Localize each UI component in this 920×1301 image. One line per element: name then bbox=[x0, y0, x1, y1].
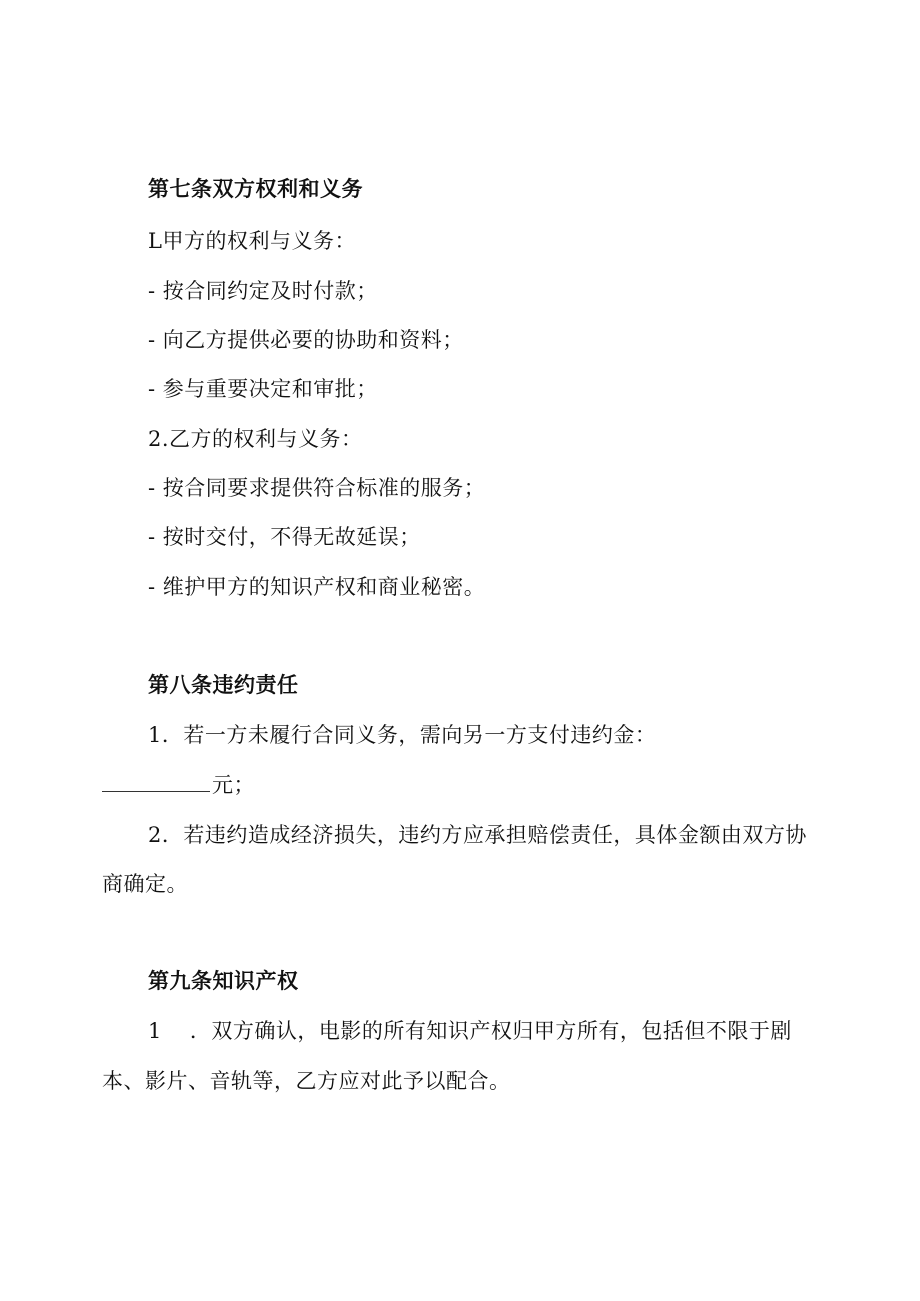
article8-heading: 第八条违约责任 bbox=[148, 673, 299, 697]
party-a-item: - 按合同约定及时付款； bbox=[148, 279, 378, 303]
item-text: 元； bbox=[212, 773, 255, 797]
item-number: 2 bbox=[148, 823, 162, 847]
article9-item1 bbox=[148, 1016, 792, 1046]
article8-item2 bbox=[148, 820, 807, 850]
item-text: ．若违约造成经济损失，违约方应承担赔偿责任，具体金额由双方协 bbox=[161, 823, 807, 847]
article8-item1 bbox=[148, 720, 656, 750]
item-text: ．双方确认，电影的所有知识产权归甲方所有，包括但不限于剧 bbox=[189, 1019, 792, 1043]
article9-heading: 第九条知识产权 bbox=[148, 969, 299, 993]
article8-item1-continuation bbox=[102, 770, 255, 800]
item-text: ．若一方未履行合同义务，需向另一方支付违约金： bbox=[161, 723, 657, 747]
party-a-item: - 参与重要决定和审批； bbox=[148, 377, 378, 401]
item-number: 1 bbox=[148, 723, 162, 747]
item-number: 1 bbox=[148, 1019, 162, 1043]
party-a-title: L甲方的权利与义务： bbox=[148, 229, 356, 253]
article9-item1-continuation: 本、影片、音轨等，乙方应对此予以配合。 bbox=[102, 1069, 511, 1093]
amount-blank bbox=[102, 771, 210, 792]
article8-item2-continuation: 商确定。 bbox=[102, 872, 188, 896]
party-b-item: - 按时交付，不得无故延误； bbox=[148, 525, 421, 549]
party-b-title: 2.乙方的权利与义务： bbox=[148, 427, 363, 451]
party-b-item: - 按合同要求提供符合标准的服务； bbox=[148, 476, 486, 500]
party-b-item: - 维护甲方的知识产权和商业秘密。 bbox=[148, 575, 486, 599]
party-a-item: - 向乙方提供必要的协助和资料； bbox=[148, 328, 464, 352]
article7-heading: 第七条双方权利和义务 bbox=[148, 177, 363, 201]
